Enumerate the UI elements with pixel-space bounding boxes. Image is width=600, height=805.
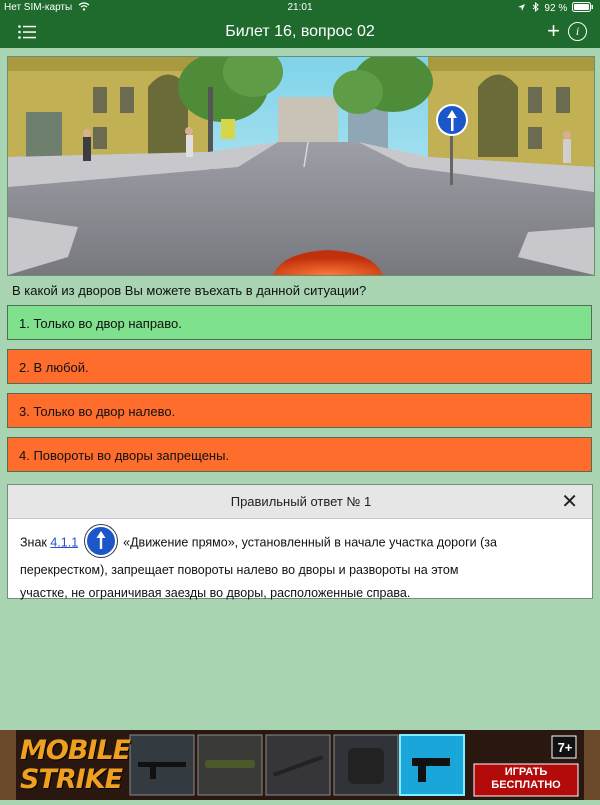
answer-option-2[interactable]	[7, 349, 592, 384]
close-icon[interactable]: ✕	[561, 491, 578, 513]
info-icon[interactable]: i	[568, 22, 587, 41]
status-bar	[0, 0, 600, 16]
ad-banner[interactable]	[0, 730, 600, 800]
question-image	[7, 56, 595, 276]
nav-bar	[0, 16, 600, 48]
straight-only-sign-icon	[85, 525, 117, 557]
sign-link[interactable]: 4.1.1	[50, 535, 79, 550]
explanation-line-3: участке, не ограничивая заезды во дворы, расположенные справа.	[20, 586, 411, 600]
ad-brand-line-1: MOBILE	[20, 735, 131, 766]
question-text: В какой из дворов Вы можете въехать в данной ситуации?	[12, 283, 367, 298]
explanation-prefix: Знак	[20, 535, 47, 550]
answer-label: 2. В любой.	[19, 360, 89, 375]
bluetooth-icon	[532, 2, 539, 12]
status-right	[517, 2, 594, 14]
cta-line-1: ИГРАТЬ	[504, 766, 548, 778]
location-icon	[517, 3, 526, 12]
plus-icon[interactable]: +	[547, 18, 560, 43]
ad-brand	[20, 735, 131, 795]
answer-label: 1. Только во двор направо.	[19, 316, 182, 331]
page-title: Билет 16, вопрос 02	[225, 23, 375, 40]
age-rating-badge: 7+	[557, 740, 573, 755]
answer-option-4[interactable]	[7, 437, 592, 472]
explanation-line-1: «Движение прямо», установленный в начале участка дороги (за	[123, 535, 497, 550]
explanation-panel	[7, 484, 593, 599]
answer-option-1[interactable]	[7, 305, 592, 340]
carrier-text: Нет SIM-карты	[4, 2, 73, 13]
answer-label: 3. Только во двор налево.	[19, 404, 176, 419]
explanation-line-2: перекрестком), запрещает повороты налево во дворы и развороты на этом	[20, 563, 459, 577]
play-free-button[interactable]	[474, 766, 578, 792]
clock: 21:01	[287, 2, 313, 13]
answer-label: 4. Повороты во дворы запрещены.	[19, 448, 230, 463]
explanation-text	[20, 527, 580, 605]
road-scene-illustration	[8, 57, 594, 275]
answer-option-3[interactable]	[7, 393, 592, 428]
battery-percent: 92 %	[544, 3, 568, 14]
correct-answer-title: Правильный ответ № 1	[230, 494, 372, 509]
cta-line-2: БЕСПЛАТНО	[491, 779, 561, 791]
explanation-header	[8, 485, 592, 519]
battery-icon	[572, 2, 594, 12]
ad-brand-line-2: STRIKE	[20, 764, 123, 795]
